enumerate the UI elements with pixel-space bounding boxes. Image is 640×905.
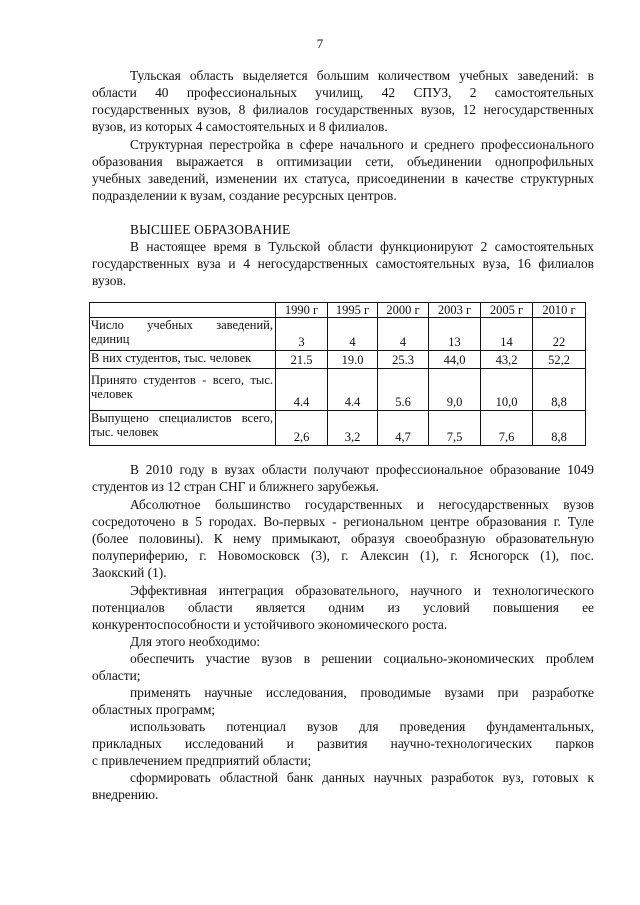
text-line: Заокский (1). — [92, 565, 167, 580]
text-line: В настоящее время в Тульской области функционируют 2 самостоятельных — [130, 239, 594, 254]
text-line: (более половины). К нему примыкают, образуя своеобразную образовательную — [92, 531, 594, 546]
table-cell: 3 — [276, 318, 328, 351]
text-line: студентов из 12 стран СНГ и ближнего зарубежья. — [92, 479, 379, 494]
row-label — [90, 411, 276, 446]
text-line: прикладных исследований и развития научно-технологических парков — [92, 736, 594, 751]
intro-paragraph-1 — [92, 67, 594, 135]
table-header-cell: 2005 г — [481, 303, 533, 318]
table-cell: 5.6 — [378, 369, 429, 411]
text-line: Для этого необходимо: — [130, 634, 261, 649]
text-line: полупериферию, г. Новомосковск (3), г. Алексин (1), г. Ясногорск (1), пос. — [92, 548, 594, 563]
body-paragraph-8 — [92, 769, 594, 803]
table-cell: 4.4 — [328, 369, 378, 411]
row-label-line: единиц — [91, 332, 130, 346]
table-cell: 4 — [378, 318, 429, 351]
text-line: конкурентоспособности и устойчивого экономического роста. — [92, 617, 448, 632]
row-label-line: Число учебных заведений, — [91, 318, 273, 332]
text-line: учебных заведений, изменении их статуса, присоединении в качестве структурных — [92, 171, 594, 186]
table-row — [90, 351, 586, 369]
text-line: государственных вузов, 8 филиалов государственных вузов, 12 негосударственных — [92, 102, 594, 117]
body-paragraph-2 — [92, 496, 594, 581]
table-cell: 25.3 — [378, 351, 429, 369]
text-line: Структурная перестройка в сфере начального и среднего профессионального — [130, 137, 594, 152]
table-cell: 8,8 — [533, 369, 586, 411]
body-paragraph-1 — [92, 461, 594, 495]
table-cell: 22 — [533, 318, 586, 351]
section-heading: ВЫСШЕЕ ОБРАЗОВАНИЕ — [130, 222, 291, 237]
table-header-row — [90, 303, 586, 318]
text-line: Абсолютное большинство государственных и негосударственных вузов — [130, 497, 594, 512]
row-label-line: тыс. человек — [91, 425, 159, 439]
body-paragraph-5 — [92, 650, 594, 684]
table-cell: 10,0 — [481, 369, 533, 411]
table-cell: 2,6 — [276, 411, 328, 446]
table-cell: 44,0 — [429, 351, 481, 369]
body-paragraph-7 — [92, 718, 594, 769]
text-line: вузов. — [92, 273, 127, 288]
row-label — [90, 318, 276, 351]
intro-paragraph-2 — [92, 136, 594, 204]
text-line: области 40 профессиональных училищ, 42 СПУЗ, 2 самостоятельных — [92, 85, 594, 100]
row-label-line: В них студентов, тыс. человек — [91, 351, 252, 365]
table-cell: 8,8 — [533, 411, 586, 446]
row-label-line: Принято студентов - всего, тыс. — [91, 373, 273, 387]
table-cell: 13 — [429, 318, 481, 351]
table-cell: 7,5 — [429, 411, 481, 446]
text-line: В 2010 году в вузах области получают профессиональное образование 1049 — [130, 462, 594, 477]
row-label-line: человек — [91, 387, 133, 401]
text-line: Эффективная интеграция образовательного, научного и технологического — [130, 583, 594, 598]
table-cell: 14 — [481, 318, 533, 351]
text-line: применять научные исследования, проводимые вузами при разработке — [130, 685, 594, 700]
row-label — [90, 369, 276, 411]
section-higher-education — [92, 221, 594, 289]
text-line: области; — [92, 668, 141, 683]
table-header-cell — [90, 303, 276, 318]
table-cell: 43,2 — [481, 351, 533, 369]
text-line: государственных вуза и 4 негосударственных самостоятельных вуза, 16 филиалов — [92, 256, 594, 271]
body-paragraph-6 — [92, 684, 594, 718]
table-cell: 4,7 — [378, 411, 429, 446]
body-paragraph-4 — [92, 633, 594, 650]
table-header-cell: 2000 г — [378, 303, 429, 318]
table-cell: 19.0 — [328, 351, 378, 369]
table-row — [90, 411, 586, 446]
table-header-cell: 2003 г — [429, 303, 481, 318]
table-cell: 21.5 — [276, 351, 328, 369]
text-line: потенциалов области является одним из условий повышения ее — [92, 600, 594, 615]
table-cell: 4 — [328, 318, 378, 351]
table-cell: 7,6 — [481, 411, 533, 446]
page-number: 7 — [316, 36, 324, 51]
text-line: сформировать областной банк данных научных разработок вуз, готовых к — [130, 770, 594, 785]
table-cell: 52,2 — [533, 351, 586, 369]
table-row — [90, 369, 586, 411]
text-line: образования выражается в оптимизации сети, объединении однопрофильных — [92, 154, 594, 169]
text-line: областных программ; — [92, 702, 216, 717]
education-statistics-table — [89, 302, 586, 446]
text-line: внедрению. — [92, 787, 159, 802]
text-line: подразделении к вузам, создание ресурсных центров. — [92, 188, 397, 203]
table-header-cell: 2010 г — [533, 303, 586, 318]
text-line: обеспечить участие вузов в решении социально-экономических проблем — [130, 651, 594, 666]
table-header-cell: 1995 г — [328, 303, 378, 318]
text-line: с привлечением предприятий области; — [92, 753, 312, 768]
text-line: сосредоточено в 5 городах. Во-первых - региональном центре образования г. Туле — [92, 514, 594, 529]
table-cell: 3,2 — [328, 411, 378, 446]
text-line: вузов, из которых 4 самостоятельных и 8 филиалов. — [92, 119, 388, 134]
table-cell: 4.4 — [276, 369, 328, 411]
body-paragraph-3 — [92, 582, 594, 633]
text-line: использовать потенциал вузов для проведения фундаментальных, — [130, 719, 594, 734]
text-line: Тульская область выделяется большим количеством учебных заведений: в — [130, 68, 594, 83]
table-header-cell: 1990 г — [276, 303, 328, 318]
row-label-line: Выпущено специалистов всего, — [91, 411, 273, 425]
table-cell: 9,0 — [429, 369, 481, 411]
table-row — [90, 318, 586, 351]
row-label — [90, 351, 276, 369]
